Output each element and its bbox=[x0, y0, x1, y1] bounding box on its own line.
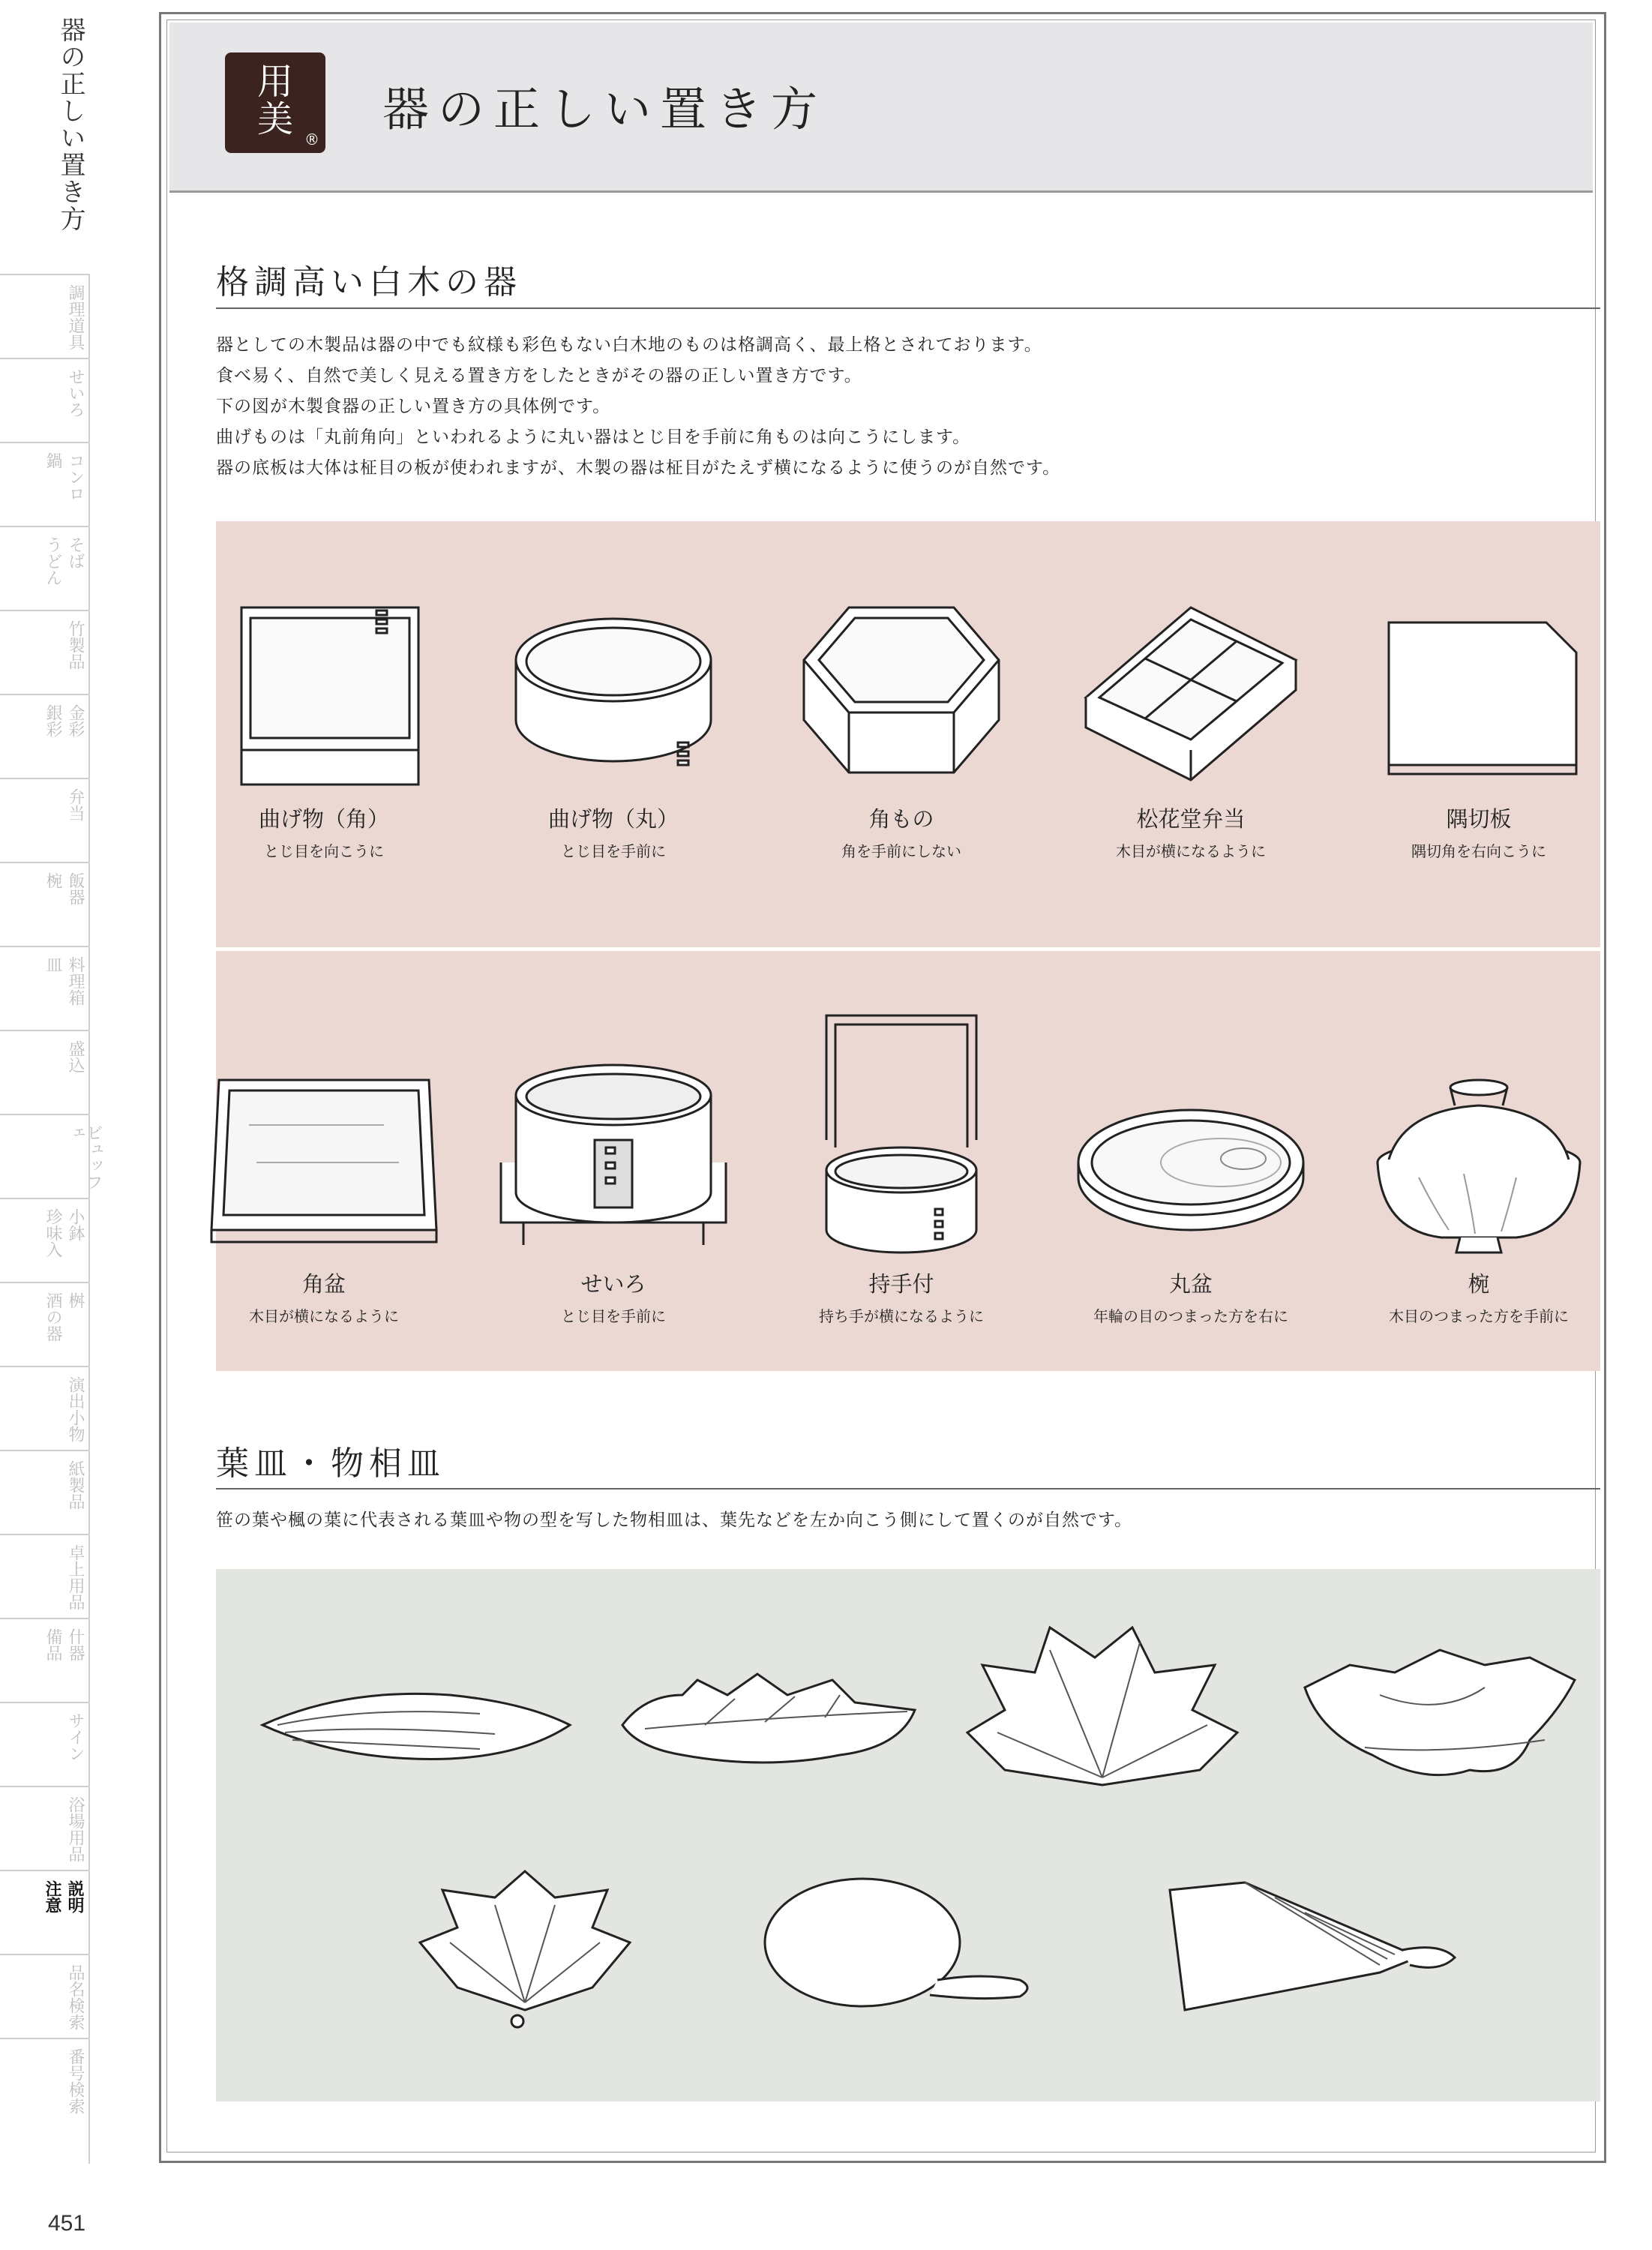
shokado-bento-box-icon bbox=[1078, 600, 1303, 795]
sidebar-category-sublabel: 注意 bbox=[43, 1880, 62, 1913]
sidebar-category[interactable] bbox=[0, 1702, 88, 1787]
sidebar-category[interactable] bbox=[0, 946, 88, 1031]
sidebar-category[interactable] bbox=[0, 1114, 103, 1199]
sidebar-category[interactable] bbox=[0, 1450, 88, 1535]
sidebar-category-label: 竹製品 bbox=[66, 620, 85, 670]
sidebar-category[interactable] bbox=[0, 1786, 88, 1871]
hexagonal-box-icon bbox=[789, 600, 1014, 795]
intro-line: 器の底板は大体は柾目の板が使われますが、木製の器は柾目がたえず横になるように使うのが自然です。 bbox=[216, 458, 1061, 478]
sidebar-category[interactable] bbox=[0, 1618, 88, 1703]
sidebar-category[interactable] bbox=[0, 1198, 88, 1283]
ginkgo-leaf-dish-icon bbox=[1290, 1642, 1590, 1792]
sidebar-category-label: コンロ bbox=[66, 452, 85, 502]
folding-fan-dish-icon bbox=[1155, 1875, 1470, 2025]
small-maple-dish-icon bbox=[412, 1868, 637, 2032]
sidebar-category[interactable] bbox=[0, 1366, 88, 1451]
sidebar-category-sublabel: 備品 bbox=[43, 1628, 62, 1661]
sidebar-category[interactable] bbox=[0, 610, 88, 695]
sidebar-category-label: 調理道具 bbox=[66, 284, 85, 350]
vessel-note: 木目のつまった方を手前に bbox=[1389, 1307, 1569, 1325]
brand-logo bbox=[225, 52, 325, 153]
section-heading-shiraki: 格調高い白木の器 bbox=[216, 263, 522, 302]
sidebar-category-label: ビュッフェ bbox=[66, 1124, 103, 1190]
vessel-name: 角盆 bbox=[301, 1271, 346, 1297]
sidebar-category-label: 浴場用品 bbox=[66, 1796, 85, 1862]
vessel-note: 角を手前にしない bbox=[841, 842, 961, 860]
corner-cut-board-icon bbox=[1366, 600, 1591, 795]
round-bentwood-box-icon bbox=[501, 600, 726, 795]
sidebar-category-label: 番号検索 bbox=[66, 2048, 85, 2114]
sidebar-category-label: 什器 bbox=[66, 1628, 85, 1661]
sidebar-title: 器の正しい置き方 bbox=[55, 16, 85, 232]
sidebar-category[interactable] bbox=[0, 1534, 88, 1619]
intro-line: 器としての木製品は器の中でも紋様も彩色もない白木地のものは格調高く、最上格とされております。 bbox=[216, 335, 1042, 355]
vessel-note: 隅切角を右向こうに bbox=[1411, 842, 1546, 860]
sidebar-category-label: 盛込 bbox=[66, 1040, 85, 1073]
sidebar-category[interactable] bbox=[0, 778, 88, 863]
vessel-item bbox=[774, 600, 1029, 861]
sidebar-category-sublabel: 酒の器 bbox=[43, 1292, 62, 1342]
bamboo-leaf-dish-icon bbox=[255, 1680, 585, 1778]
vessel-name: せいろ bbox=[580, 1271, 646, 1297]
intro-line: 食べ易く、自然で美しく見える置き方をしたときがその器の正しい置き方です。 bbox=[216, 366, 862, 386]
vessel-name: 曲げ物（丸） bbox=[547, 806, 679, 832]
vessel-note: 持ち手が横になるように bbox=[819, 1307, 984, 1325]
vessel-name: 椀 bbox=[1468, 1271, 1490, 1297]
registered-mark: ® bbox=[304, 130, 319, 148]
sidebar-category-label: サイン bbox=[66, 1712, 85, 1762]
sidebar-category-label: せいろ bbox=[66, 368, 85, 418]
sidebar-category-sublabel: 珍味入 bbox=[43, 1208, 62, 1258]
seiro-steamer-icon bbox=[493, 1012, 733, 1260]
vessel-item bbox=[196, 1012, 451, 1326]
sidebar-category[interactable] bbox=[0, 526, 88, 611]
section-rule bbox=[216, 1488, 1600, 1490]
sidebar-category[interactable] bbox=[0, 1954, 88, 2039]
fan-dish-icon bbox=[757, 1868, 1042, 2018]
logo-char-bottom: 美 bbox=[256, 98, 293, 140]
sidebar-category[interactable] bbox=[0, 442, 88, 527]
vessel-name: 曲げ物（角） bbox=[258, 806, 389, 832]
vessel-name: 隅切板 bbox=[1446, 806, 1512, 832]
sidebar-category[interactable] bbox=[0, 2038, 88, 2123]
sidebar-category[interactable] bbox=[0, 1030, 88, 1115]
sidebar-category-label: 紙製品 bbox=[66, 1460, 85, 1510]
leaf-dish-text: 笹の葉や楓の葉に代表される葉皿や物の型を写した物相皿は、葉先などを左か向こう側にして置くのが自然です。 bbox=[216, 1510, 1133, 1530]
maple-leaf-dish-icon bbox=[960, 1620, 1245, 1800]
vessel-item bbox=[1351, 1012, 1606, 1326]
logo-char-top: 用 bbox=[256, 61, 293, 103]
vessel-item bbox=[774, 1012, 1029, 1326]
square-bentwood-box-icon bbox=[211, 600, 436, 795]
vessel-note: 木目が横になるように bbox=[249, 1307, 399, 1325]
sidebar-category-label: 品名検索 bbox=[66, 1964, 85, 2030]
sidebar-category-label: 料理箱 bbox=[66, 956, 85, 1006]
vessel-note: 年輪の目のつまった方を右に bbox=[1093, 1307, 1288, 1325]
vessel-name: 角もの bbox=[868, 806, 934, 832]
page-title: 器の正しい置き方 bbox=[382, 82, 827, 136]
sidebar-category[interactable] bbox=[0, 862, 88, 947]
section-rule bbox=[216, 308, 1600, 309]
sidebar-category-label: 弁当 bbox=[66, 788, 85, 821]
sidebar-category-sublabel: 鍋 bbox=[43, 452, 62, 469]
square-tray-icon bbox=[204, 1012, 444, 1260]
sidebar-category-label: 卓上用品 bbox=[66, 1544, 85, 1610]
sidebar-category[interactable] bbox=[0, 1870, 88, 1955]
vessel-name: 松花堂弁当 bbox=[1136, 806, 1246, 832]
sidebar-category[interactable] bbox=[0, 274, 88, 359]
intro-line: 曲げものは「丸前角向」といわれるように丸い器はとじ目を手前に角ものは向こうにします。 bbox=[216, 428, 971, 447]
vessel-note: 木目が横になるように bbox=[1116, 842, 1266, 860]
intro-line: 下の図が木製食器の正しい置き方の具体例です。 bbox=[216, 397, 611, 416]
handled-basket-icon bbox=[781, 1012, 1021, 1260]
sidebar-category-sublabel: 椀 bbox=[43, 872, 62, 889]
intro-text bbox=[216, 330, 1060, 484]
sidebar-divider bbox=[88, 274, 90, 2164]
leaf-dish-icon bbox=[615, 1665, 930, 1778]
page-number: 451 bbox=[48, 2211, 86, 2236]
section-heading-leaf-dishes: 葉皿・物相皿 bbox=[216, 1444, 445, 1483]
sidebar-category-sublabel: 銀彩 bbox=[43, 704, 62, 737]
sidebar-category-label: 小鉢 bbox=[66, 1208, 85, 1241]
round-tray-icon bbox=[1071, 1012, 1311, 1260]
sidebar-category-label: 桝 bbox=[66, 1292, 85, 1309]
sidebar-category-sublabel: うどん bbox=[43, 536, 62, 586]
sidebar-category[interactable] bbox=[0, 358, 88, 443]
sidebar-category-label: 飯器 bbox=[66, 872, 85, 905]
vessel-name: 丸盆 bbox=[1168, 1271, 1213, 1297]
sidebar-category[interactable] bbox=[0, 1282, 88, 1367]
vessel-name: 持手付 bbox=[868, 1271, 934, 1297]
sidebar-category[interactable] bbox=[0, 694, 88, 779]
sidebar-category-label: そば bbox=[66, 536, 85, 569]
sidebar-category-sublabel: 皿 bbox=[43, 956, 62, 973]
vessel-item bbox=[1063, 1012, 1318, 1326]
sidebar-category-label: 金彩 bbox=[66, 704, 85, 737]
vessel-note: とじ目を向こうに bbox=[264, 842, 384, 860]
lidded-bowl-icon bbox=[1359, 1012, 1599, 1260]
vessel-note: とじ目を手前に bbox=[561, 1307, 666, 1325]
sidebar-category-label: 説明 bbox=[65, 1880, 85, 1913]
vessel-item bbox=[196, 600, 451, 861]
vessel-item bbox=[486, 600, 741, 861]
vessel-note: とじ目を手前に bbox=[561, 842, 666, 860]
vessel-item bbox=[1063, 600, 1318, 861]
sidebar-category-label: 演出小物 bbox=[66, 1376, 85, 1442]
vessel-item bbox=[1351, 600, 1606, 861]
vessel-item bbox=[486, 1012, 741, 1326]
